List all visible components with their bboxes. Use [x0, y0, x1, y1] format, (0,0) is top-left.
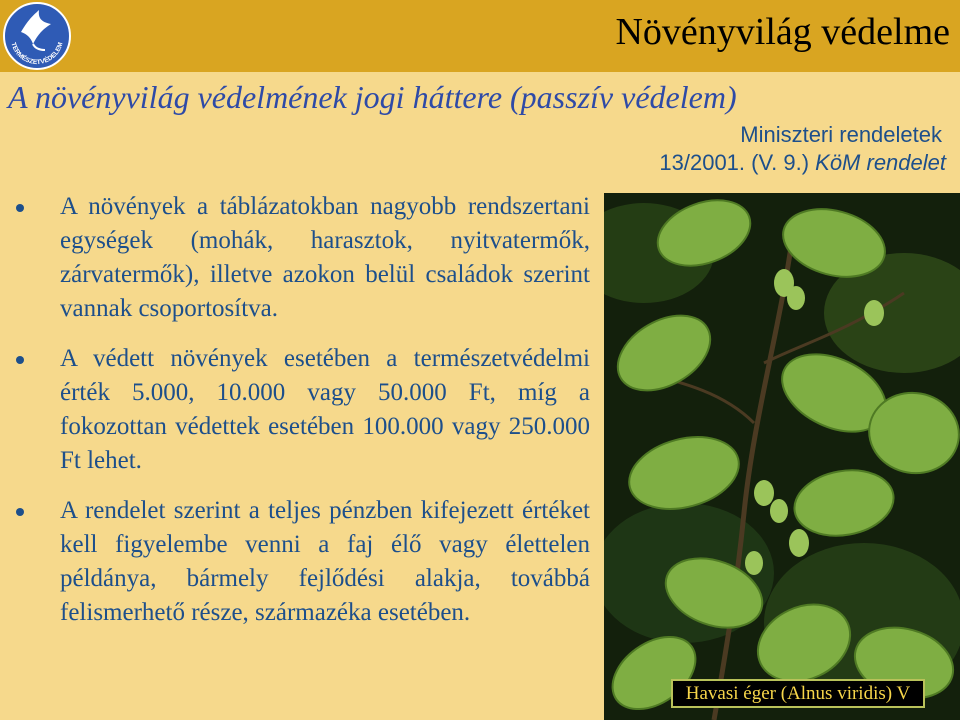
nature-conservation-logo	[1, 0, 71, 72]
decree-number: 13/2001. (V. 9.)	[659, 150, 810, 175]
bullet-item	[16, 494, 590, 630]
bullet-text: A növények a táblázatokban nagyobb rendszertani egységek (mohák, harasztok, nyitvatermők, zárvatermők), illetve azokon belül családok szerint vannak csoportosítva.	[60, 193, 590, 322]
bullet-item	[16, 190, 590, 326]
page-title: Növényvilág védelme	[615, 11, 950, 53]
logo-text: TERMÉSZETVÉDELEM	[9, 41, 65, 67]
decree-name: KöM rendelet	[809, 150, 946, 175]
alder-leaves-photo	[604, 193, 960, 720]
reference-decree	[659, 151, 946, 175]
bullet-text: A rendelet szerint a teljes pénzben kifejezett értéket kell figyelembe venni a faj élő vagy élettelen példánya, bármely fejlődési alakja, továbbá felismerhető része, származéka esetében.	[60, 497, 590, 626]
bullet-text: A védett növények esetében a természetvédelmi érték 5.000, 10.000 vagy 50.000 Ft, míg a fokozottan védettek esetében 100.000 vagy 250.000 Ft lehet.	[60, 345, 590, 474]
reference-heading: Miniszteri rendeletek	[740, 122, 942, 147]
bullet-dot-icon	[16, 508, 24, 516]
slide-subtitle: A növényvilág védelmének jogi háttere (passzív védelem)	[8, 79, 737, 115]
bullet-dot-icon	[16, 204, 24, 212]
photo-caption: Havasi éger (Alnus viridis) V	[671, 679, 925, 708]
bullet-dot-icon	[16, 356, 24, 364]
bullet-list	[16, 190, 590, 646]
bullet-item	[16, 342, 590, 478]
